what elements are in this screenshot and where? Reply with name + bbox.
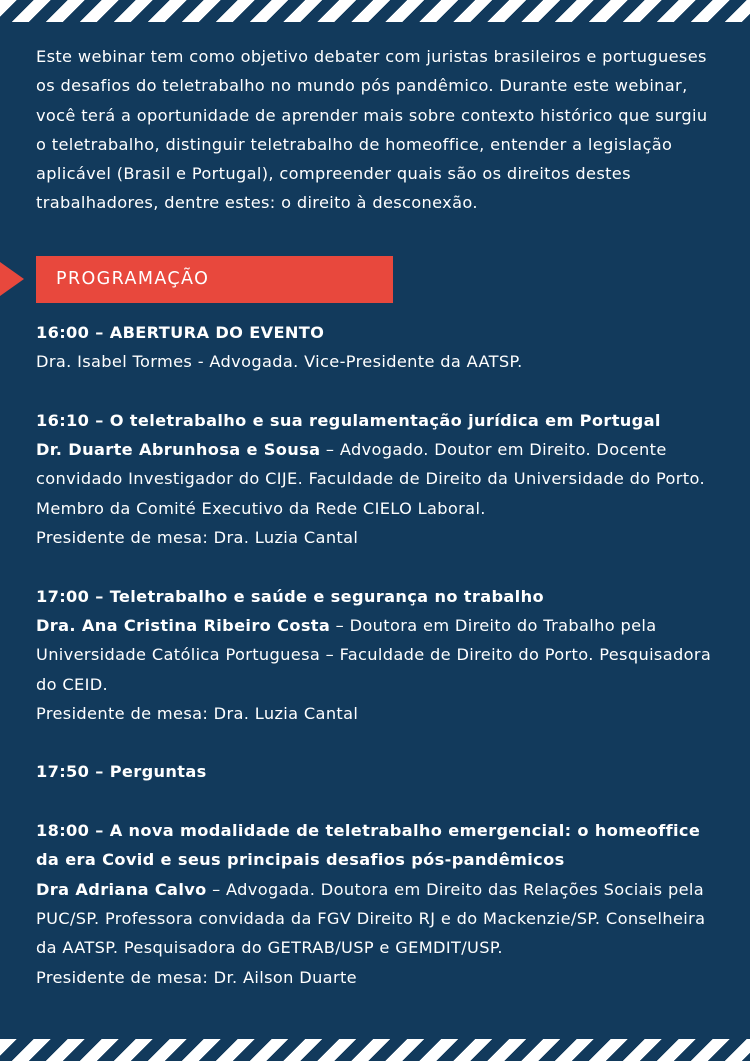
program-item-speaker-block [36, 875, 726, 963]
speaker-description: – Doutora em Direito do Trabalho pela Universidade Católica Portuguesa – Faculdade de Direito do Porto. Pesquisadora do CEID. [36, 615, 712, 694]
speaker-description: – Advogado. Doutor em Direito. Docente convidado Investigador do CIJE. Faculdade de Direito da Universidade do Porto. Membro da Comité Executivo da Rede CIELO Laboral. [36, 440, 705, 518]
program-item-title: 17:50 – Perguntas [36, 762, 207, 782]
session-chair: Presidente de mesa: Dra. Luzia Cantal [36, 528, 359, 548]
program-item-description: Dra. Isabel Tormes - Advogada. Vice-Presidente da AATSP. [36, 352, 523, 372]
program-item-speaker-block [36, 611, 726, 699]
speaker-name: Dra Adriana Calvo [36, 879, 207, 899]
program-item-title: 16:10 – O teletrabalho e sua regulamentação jurídica em Portugal [36, 410, 661, 430]
intro-paragraph: Este webinar tem como objetivo debater com juristas brasileiros e portugueses os desafios do teletrabalho no mundo pós pandêmico. Durante este webinar, você terá a oportunidade de aprender mais sobre contexto histórico que surgiu o teletrabalho, distinguir teletrabalho de homeoffice, entender a legislação aplicável (Brasil e Portugal), compreender quais são os direitos destes trabalhadores, dentre estes: o direito à desconexão. [36, 47, 708, 213]
top-stripe-border [0, 0, 750, 22]
bottom-stripe-border [0, 1039, 750, 1061]
program-item-title: 16:00 – ABERTURA DO EVENTO [36, 323, 325, 342]
program-list [36, 318, 726, 1021]
speaker-name: Dra. Ana Cristina Ribeiro Costa [36, 615, 331, 635]
session-chair: Presidente de mesa: Dr. Ailson Duarte [36, 967, 357, 987]
program-item [36, 757, 726, 786]
program-item [36, 816, 726, 992]
section-title: PROGRAMAÇÃO [56, 269, 210, 289]
program-item [36, 406, 726, 552]
program-item-title: 18:00 – A nova modalidade de teletrabalho emergencial: o homeoffice da era Covid e seus principais desafios pós-pandêmicos [36, 821, 701, 870]
program-item [36, 582, 726, 728]
arrow-marker-icon [0, 262, 24, 296]
program-item [36, 318, 726, 377]
speaker-name: Dr. Duarte Abrunhosa e Sousa [36, 440, 321, 460]
program-item-title: 17:00 – Teletrabalho e saúde e segurança no trabalho [36, 586, 544, 606]
speaker-description: – Advogada. Doutora em Direito das Relações Sociais pela PUC/SP. Professora convidada da FGV Direito RJ e do Mackenzie/SP. Conselheira da AATSP. Pesquisadora do GETRAB/USP e GEMDIT/USP. [36, 879, 706, 958]
session-chair: Presidente de mesa: Dra. Luzia Cantal [36, 703, 359, 723]
program-item-speaker-block [36, 435, 726, 523]
